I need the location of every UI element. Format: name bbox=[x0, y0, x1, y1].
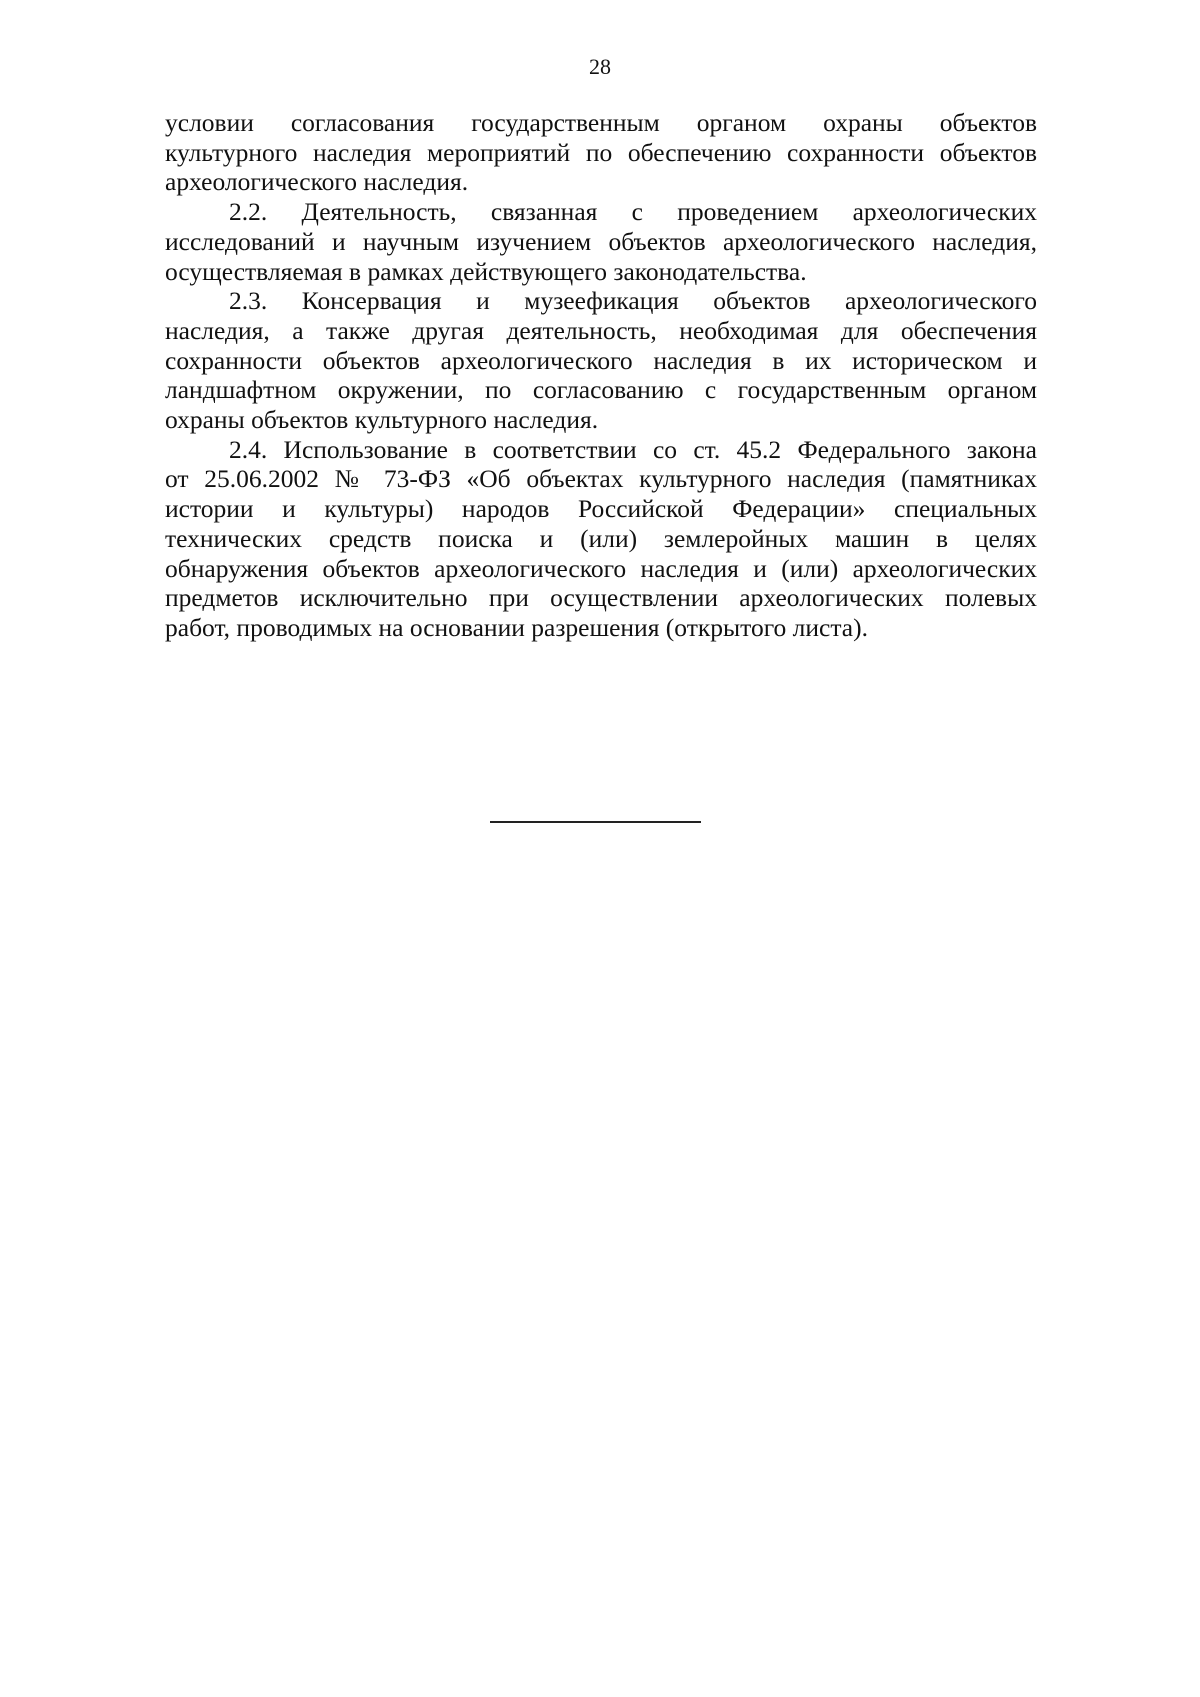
text-line: охраны объектов культурного наследия. bbox=[165, 405, 599, 435]
paragraph bbox=[165, 286, 1037, 435]
end-divider bbox=[490, 821, 701, 823]
text-line: сохранности объектов археологического наследия в их историческом и bbox=[165, 345, 1037, 375]
text-line: 2.4. Использование в соответствии со ст. 45.2 Федерального закона bbox=[229, 434, 1037, 464]
text-line: обнаружения объектов археологического наследия и (или) археологических bbox=[165, 553, 1037, 583]
text-line: культурного наследия мероприятий по обеспечению сохранности объектов bbox=[165, 137, 1037, 167]
text-line: работ, проводимых на основании разрешения (открытого листа). bbox=[165, 612, 868, 642]
text-line: археологического наследия. bbox=[165, 167, 469, 197]
text-line: от 25.06.2002 № 73-ФЗ «Об объектах культурного наследия (памятниках bbox=[165, 464, 1037, 494]
text-line: истории и культуры) народов Российской Федерации» специальных bbox=[165, 494, 1037, 524]
text-line: 2.3. Консервация и музеефикация объектов археологического bbox=[229, 286, 1037, 316]
paragraph bbox=[165, 197, 1037, 286]
paragraph bbox=[165, 435, 1037, 643]
page-number: 28 bbox=[589, 54, 611, 79]
document-body bbox=[165, 108, 1037, 643]
text-line: исследований и научным изучением объектов археологического наследия, bbox=[165, 226, 1037, 256]
text-line: предметов исключительно при осуществлении археологических полевых bbox=[165, 583, 1037, 613]
text-line: технических средств поиска и (или) землеройных машин в целях bbox=[165, 523, 1037, 553]
paragraph bbox=[165, 108, 1037, 197]
text-line: наследия, а также другая деятельность, необходимая для обеспечения bbox=[165, 315, 1037, 345]
text-line: условии согласования государственным органом охраны объектов bbox=[165, 108, 1037, 137]
text-line: осуществляемая в рамках действующего законодательства. bbox=[165, 256, 807, 286]
text-line: ландшафтном окружении, по согласованию с государственным органом bbox=[165, 375, 1037, 405]
text-line: 2.2. Деятельность, связанная с проведением археологических bbox=[229, 197, 1037, 227]
